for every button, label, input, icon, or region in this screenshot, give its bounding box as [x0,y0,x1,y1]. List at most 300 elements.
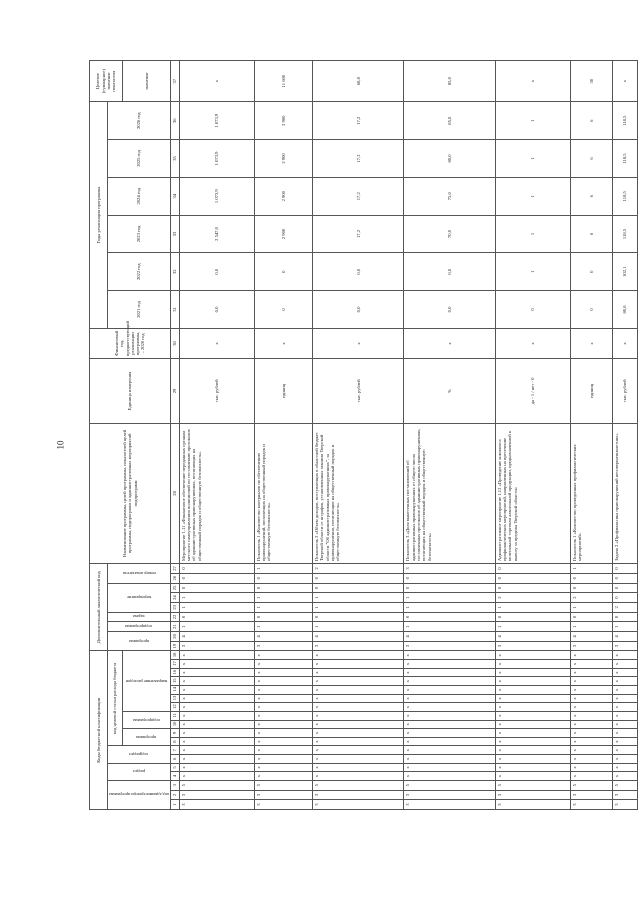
code-cell: х [612,686,638,695]
year-value-cell: 0,0 [179,291,254,329]
column-number: 25 [170,583,179,593]
unit-cell: тыс. рублей [179,359,254,424]
code-cell: х [313,729,404,738]
indicator-name-header: Наименование программы, целей программы, показателей целей программы, подпрограмм и административных мероприятий подпрограмм [90,423,171,563]
code-cell: 3 [570,641,612,651]
year-value-cell: 0 [570,291,612,329]
code-cell: х [612,720,638,729]
indicator-name-cell: Административное мероприятие 1.12 «Проведение комплекса профилактических мероприятий, направленных на пресечение нелегальной торговли алкогольной продукции, предназначенной к вывозу за пределы Тверской области» [495,423,570,563]
year-value-cell: 0,0 [404,253,495,291]
code-cell: х [570,703,612,712]
code-cell: 1 [179,622,254,632]
code-cell: 0 [570,573,612,583]
code-cell: х [254,677,313,686]
program-table-sheet [89,60,634,810]
column-number: 2 [170,790,179,800]
year-2024-header: 2024 год [108,177,171,215]
code-cell: х [495,694,570,703]
target-value-cell: 30 [570,61,612,102]
code-cell: 0 [570,612,612,622]
unit-cell: % [404,359,495,424]
year-value-cell: 0,0 [404,291,495,329]
code-cell: х [495,720,570,729]
code-cell: 5 [179,780,254,790]
code-cell: 3 [313,641,404,651]
fin-year-cell: х [495,328,570,358]
year-value-cell: 118,5 [612,140,638,178]
year-value-cell: 2 900 [254,140,313,178]
measure-indicator-header: номер показателя [108,564,171,584]
unit-header: Единица измерения [90,359,171,424]
code-cell: х [495,737,570,746]
code-cell: х [254,729,313,738]
code-cell: 0 [254,612,313,622]
code-cell: х [404,651,495,660]
year-value-cell: 1 [495,102,570,140]
code-cell: 1 [313,602,404,612]
code-cell: х [404,746,495,755]
code-cell: х [179,703,254,712]
code-cell: 0 [179,612,254,622]
code-cell: х [404,737,495,746]
year-value-cell: 1 073,9 [179,140,254,178]
code-cell: х [495,746,570,755]
code-cell: 0 [404,612,495,622]
code-cell: х [495,668,570,677]
code-cell: 1 [254,622,313,632]
code-cell: 1 [495,602,570,612]
code-cell: 0 [612,564,638,574]
year-value-cell: 17,2 [313,140,404,178]
code-cell: 1 [612,622,638,632]
year-2022-header: 2022 год [108,253,171,291]
code-cell: 0 [179,573,254,583]
year-value-cell: 1 073,9 [179,177,254,215]
code-cell: х [570,660,612,669]
year-value-cell: 1 [495,253,570,291]
year-value-cell: 2 900 [254,215,313,253]
code-cell: 1 [313,622,404,632]
code-cell: 1 [179,593,254,603]
code-cell: 2 [612,602,638,612]
code-cell: 3 [404,800,495,810]
code-cell: 3 [612,800,638,810]
code-cell: 0 [612,593,638,603]
code-cell: 3 [404,790,495,800]
code-cell: 4 [495,632,570,642]
year-value-cell: 6 [570,177,612,215]
code-cell: х [612,668,638,677]
indicator-name-cell: Показатель 1 «Количество материалов по обеспечению правонарушений, посягающих на общественный порядок и общественную безопасность» [254,423,313,563]
code-cell: х [570,720,612,729]
table-row [254,61,313,810]
code-cell: 0 [313,612,404,622]
code-cell: х [179,694,254,703]
table-row [495,61,570,810]
code-cell: 5 [254,780,313,790]
code-cell: 5 [404,780,495,790]
code-cell: х [495,660,570,669]
indicator-name-cell: Задача 2 «Профилактика правонарушений несовершеннолетних» [612,423,638,563]
table-body [179,61,638,810]
code-cell: х [404,763,495,772]
year-value-cell: 0,0 [313,291,404,329]
code-cell: х [612,694,638,703]
code-cell: х [570,694,612,703]
column-number: 34 [170,177,179,215]
table-row [313,61,404,810]
year-value-cell: 0 [570,253,612,291]
code-cell: х [179,686,254,695]
year-value-cell: 70,0 [404,215,495,253]
code-cell: х [612,746,638,755]
code-cell: х [313,720,404,729]
code-cell: х [570,677,612,686]
code-cell: х [570,729,612,738]
code-cell: 1 [570,622,612,632]
code-cell: х [179,651,254,660]
unit-cell: тыс. рублей [313,359,404,424]
expense-item-code-header: код целевой статьи расхода бюджета [108,651,123,746]
subprogram-code-header: подпрограмма [123,711,171,728]
code-cell: х [612,755,638,764]
column-number: 1 [170,800,179,810]
target-group-header: Целевое (суммарное) значение показателя [90,61,123,102]
code-cell: 0 [313,573,404,583]
code-cell: х [570,651,612,660]
code-cell: х [179,677,254,686]
code-cell: 0 [612,612,638,622]
code-cell: х [570,686,612,695]
code-cell: 1 [495,622,570,632]
code-cell: х [179,755,254,764]
year-value-cell: 118,5 [612,177,638,215]
code-cell: 3 [313,800,404,810]
code-cell: 1 [313,593,404,603]
code-cell: х [313,711,404,720]
code-cell: х [404,711,495,720]
code-cell: 3 [179,800,254,810]
table-row [570,61,612,810]
code-cell: 0 [570,583,612,593]
code-cell: х [313,737,404,746]
code-cell: х [179,737,254,746]
code-cell: х [495,711,570,720]
code-cell: 0 [495,564,570,574]
section-header: раздел [108,763,171,780]
code-cell: 1 [404,622,495,632]
column-number: 12 [170,703,179,712]
code-cell: х [495,755,570,764]
program-level-header: программа [108,632,171,651]
code-cell: х [254,737,313,746]
column-number: 17 [170,660,179,669]
code-cell: 3 [495,800,570,810]
code-cell: 3 [495,641,570,651]
year-value-cell: 1 [495,140,570,178]
code-cell: х [254,772,313,781]
code-cell: х [313,763,404,772]
target-value-cell: х [179,61,254,102]
code-cell: х [313,772,404,781]
column-number: 28 [170,423,179,563]
target-value-header: значение [123,61,171,102]
code-cell: х [612,660,638,669]
column-number: 21 [170,622,179,632]
target-value-cell: 85,0 [404,61,495,102]
code-cell: х [404,660,495,669]
code-cell: х [313,660,404,669]
year-value-cell: 102,1 [612,253,638,291]
code-cell: 0 [495,573,570,583]
code-cell: х [179,746,254,755]
code-cell: х [612,677,638,686]
code-cell: х [495,651,570,660]
code-cell: 1 [254,602,313,612]
code-cell: 4 [179,632,254,642]
code-cell: 3 [254,800,313,810]
code-cell: х [495,703,570,712]
year-value-cell: 75,0 [404,177,495,215]
year-value-cell: 0,0 [179,253,254,291]
code-cell: 0 [495,612,570,622]
code-cell: 0 [612,573,638,583]
fin-year-cell: х [404,328,495,358]
table-row [179,61,254,810]
code-cell: х [313,703,404,712]
code-cell: х [570,668,612,677]
indicator-name-cell: Показатель 2 «Объем доходов, поступающих в областной бюджет Тверской области от штрафов, установленных законом Тверской области "Об административных правонарушениях", за правонарушения, посягающие на общественный порядок и общественную безопасность» [313,423,404,563]
column-number: 19 [170,641,179,651]
code-cell: 1 [404,602,495,612]
column-number: 11 [170,711,179,720]
code-cell: 0 [313,583,404,593]
column-number: 4 [170,772,179,781]
code-cell: 3 [254,790,313,800]
code-cell: 0 [254,573,313,583]
year-value-cell: 6 [570,215,612,253]
code-cell: 3 [254,641,313,651]
column-number: 7 [170,746,179,755]
column-number: 32 [170,253,179,291]
code-cell: х [404,703,495,712]
year-value-cell: 85,0 [404,102,495,140]
code-cell: х [612,711,638,720]
budget-codes-header: Коды бюджетной классификации [90,651,108,810]
code-cell: х [254,763,313,772]
measure-header: мероприятие [108,583,171,612]
year-value-cell: 17,2 [313,215,404,253]
year-2025-header: 2025 год [108,140,171,178]
code-cell: 0 [179,564,254,574]
year-2026-header: 2026 год [108,102,171,140]
code-cell: х [179,711,254,720]
code-cell: х [495,772,570,781]
code-cell: 4 [404,632,495,642]
code-cell: х [404,729,495,738]
code-cell: 0 [404,583,495,593]
indicator-name-cell: Показатель 1 «Количество проведенных профилактических мероприятий» [570,423,612,563]
fin-year-cell: х [612,328,638,358]
code-cell: х [404,755,495,764]
code-cell: х [495,677,570,686]
code-cell: х [612,703,638,712]
code-cell: 5 [570,780,612,790]
code-cell: х [254,668,313,677]
code-cell: х [313,746,404,755]
column-number: 10 [170,720,179,729]
column-number: 36 [170,102,179,140]
code-cell: х [570,755,612,764]
code-cell: х [313,755,404,764]
code-cell: х [179,668,254,677]
code-cell: 1 [254,564,313,574]
code-cell: х [313,677,404,686]
code-cell: х [612,763,638,772]
year-value-cell: 0 [254,253,313,291]
code-cell: х [570,763,612,772]
year-value-cell: 6 [570,140,612,178]
code-cell: 5 [612,780,638,790]
code-cell: 3 [179,641,254,651]
year-value-cell: 0,0 [313,253,404,291]
code-cell: х [404,668,495,677]
column-number: 26 [170,573,179,583]
code-cell: 3 [313,790,404,800]
column-number: 29 [170,359,179,424]
code-cell: 5 [495,780,570,790]
code-cell: х [404,686,495,695]
code-cell: х [254,746,313,755]
fin-year-cell: х [179,328,254,358]
year-value-cell: 2 547,0 [179,215,254,253]
column-number-row [170,61,179,810]
column-number: 9 [170,729,179,738]
code-cell: х [495,729,570,738]
code-cell: 5 [313,780,404,790]
code-cell: х [404,694,495,703]
column-number: 16 [170,668,179,677]
column-number: 37 [170,61,179,102]
task-header: задача [108,612,171,622]
code-cell: х [179,660,254,669]
year-value-cell: 80,8 [612,291,638,329]
year-value-cell: 2 900 [254,177,313,215]
fin-year-header: Финансовый год, предшествующий реализации программы, – 2020 год [90,328,171,358]
code-cell: х [404,772,495,781]
code-cell: х [495,763,570,772]
year-value-cell: 1 [495,177,570,215]
code-cell: 3 [404,641,495,651]
unit-cell: единиц [254,359,313,424]
code-cell: 0 [254,583,313,593]
code-cell: 3 [570,800,612,810]
code-cell: х [612,651,638,660]
code-cell: х [570,711,612,720]
code-cell: х [404,720,495,729]
code-cell: х [570,737,612,746]
target-value-cell: 11 600 [254,61,313,102]
code-cell: х [313,686,404,695]
program-code-header: программа [123,729,171,746]
code-cell: х [612,737,638,746]
years-group-header: Годы реализации программы [90,102,108,329]
column-number: 27 [170,564,179,574]
column-number: 22 [170,612,179,622]
unit-cell: да - 1 / нет - 0 [495,359,570,424]
target-value-cell: х [612,61,638,102]
column-number: 31 [170,291,179,329]
year-value-cell: 17,2 [313,177,404,215]
code-cell: х [254,755,313,764]
year-value-cell: 118,5 [612,215,638,253]
code-cell: х [254,660,313,669]
code-cell: 3 [495,790,570,800]
page-number: 10 [55,440,66,450]
column-number: 13 [170,694,179,703]
code-cell: х [570,746,612,755]
direction-code-header: направление расходов [123,651,171,711]
column-number: 8 [170,737,179,746]
target-value-cell: х [495,61,570,102]
year-2021-header: 2021 год [108,291,171,329]
code-cell: 3 [404,564,495,574]
indicator-name-cell: Показатель 3 «Доля вынесенных постановлений об административных правонарушениях от общего числа составленных протоколов об административных правонарушениях, посягающих на общественный порядок и общественную безопасность» [404,423,495,563]
code-cell: х [179,772,254,781]
year-value-cell: 2 900 [254,102,313,140]
code-cell: 1 [570,564,612,574]
indicator-name-cell: Мероприятие 1.11 «Финансовое обеспечение переданных органам местного самоуправления полномочий по составлению протоколов об административных правонарушениях, посягающих на общественный порядок и общественную безопасность» [179,423,254,563]
fin-year-cell: х [254,328,313,358]
code-cell: 1 [570,602,612,612]
column-number: 6 [170,755,179,764]
column-number: 14 [170,686,179,695]
code-cell: х [570,772,612,781]
code-cell: х [313,651,404,660]
year-value-cell: 80,0 [404,140,495,178]
column-number: 5 [170,763,179,772]
year-value-cell: 6 [570,102,612,140]
column-number: 24 [170,593,179,603]
fin-year-cell: х [570,328,612,358]
code-cell: х [254,686,313,695]
code-cell: х [179,729,254,738]
code-cell: 2 [495,593,570,603]
code-cell: 3 [179,790,254,800]
code-cell: 3 [612,641,638,651]
year-value-cell: 0 [254,291,313,329]
target-value-cell: 68,8 [313,61,404,102]
code-cell: 0 [495,583,570,593]
column-number: 15 [170,677,179,686]
fin-year-cell: х [313,328,404,358]
code-cell: х [495,686,570,695]
year-value-cell: 1 073,9 [179,102,254,140]
code-cell: х [313,668,404,677]
code-cell: 3 [570,790,612,800]
code-cell: х [254,720,313,729]
code-cell: х [612,772,638,781]
code-cell: 4 [254,632,313,642]
column-number: 3 [170,780,179,790]
unit-cell: тыс. рублей [612,359,638,424]
code-cell: 3 [612,790,638,800]
year-value-cell: 1 [495,215,570,253]
code-cell: х [404,677,495,686]
column-number: 23 [170,602,179,612]
code-cell: 4 [612,632,638,642]
code-cell: 0 [612,583,638,593]
